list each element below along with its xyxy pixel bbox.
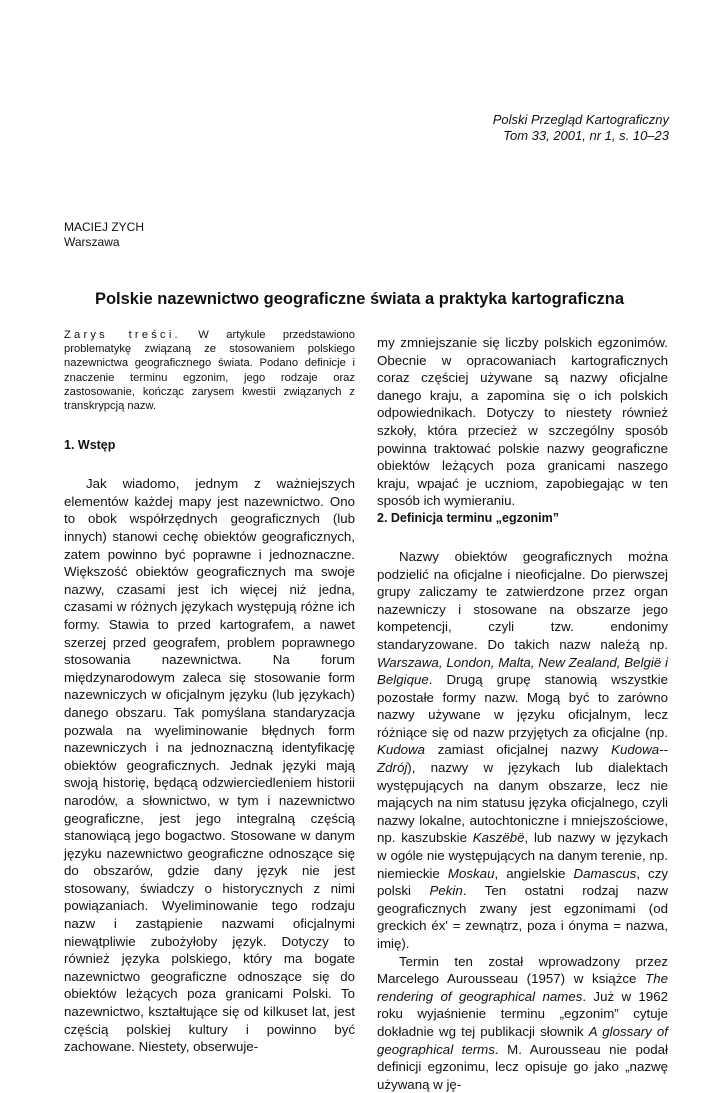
paragraph-definition-1 [377, 548, 668, 953]
journal-header [493, 112, 669, 144]
text-run: , angielskie [494, 865, 574, 881]
paragraph-intro: Jak wiadomo, jednym z ważniejszych elementów każdej mapy jest nazewnictwo. Ono to obok współrzędnych geograficznych (lub innych) stanowi cechę obiektów geograficznych, zatem powinno być poprawne i jednoznaczne. Większość obiektów geograficznych ma swoje nazwy, czasami jest ich więcej niż jedna, czasami w różnych językach występują różne ich formy. Stawia to przed kartografem, a nawet szerzej przed geografem, problem poprawnego stosowania nazewnictwa. Na forum międzynarodowym zaleca się stosowanie form nazewniczych w oficjalnym języku (lub językach) danego obszaru. Tak pomyślana standaryzacja pozwala na wyeliminowanie błędnych form nazewniczych i na jednoznaczną identyfikację obiektów geograficznych. Jednak języki mają swoją historię, będącą odzwierciedleniem historii narodów, a słownictwo, w tym i nazewnictwo geograficzne, jest jego integralną częścią stanowiącą jego bogactwo. Stosowane w danym języku nazewnictwo geograficzne odnoszące się do obszarów, gdzie dany język nie jest stosowany, świadczy o historycznych z nimi powiązaniach. Wyeliminowanie tego rodzaju nazw i zastąpienie nazwami oficjalnymi niewątpliwie zubożyłoby język. Dotyczy to również języka polskiego, który ma bogate nazewnictwo geograficzne odnoszące się do obiektów leżących poza granicami Polski. To nazewnictwo, kształtujące się od kilkuset lat, jest częścią polskiej kultury i powinno być zachowane. Niestety, obserwuje- [64, 476, 355, 1055]
left-column [64, 328, 355, 1056]
author-name: MACIEJ ZYCH [64, 220, 145, 234]
italic-run: Damascus [573, 865, 637, 881]
italic-run: Pekin [429, 883, 463, 899]
journal-name: Polski Przegląd Kartograficzny [492, 112, 669, 127]
paragraph-intro-continued: my zmniejszanie się liczby polskich egzonimów. Obecnie w opracowaniach kartograficznych coraz częściej używane są nazwy oficjalne danego kraju, a zapomina się o ich polskich odpowiednikach. Dotyczy to niestety również szkoły, która przecież w szczególny sposób powinna traktować polskie nazwy geograficzne obiektów leżących poza granicami naszego kraju, wpajać je uczniom, zapobiegając w ten sposób ich wymieraniu. [377, 335, 668, 509]
text-run: . Już w 1962 roku wyjaśnienie terminu „egzonim” cytuje dokładnie wg tej publikacji słownik [377, 988, 668, 1039]
italic-run: Moskau [447, 865, 495, 881]
text-run: . M. Aurousseau nie podał definicji egzonimu, lecz opisuje go jako „nazwę używaną w ję- [377, 1041, 668, 1092]
article-title: Polskie nazewnictwo geograficzne świata a praktyka kartograficzna [94, 290, 625, 308]
italic-run: Kaszëbë [472, 830, 525, 846]
abstract-label: Zarys treści. [64, 329, 181, 341]
text-run: zamiast oficjalnej nazwy [425, 742, 612, 758]
italic-run: Kudowa--Zdrój [377, 742, 668, 776]
text-run: Termin ten został wprowadzony przez Marcelego Aurousseau (1957) w książce [377, 953, 668, 987]
text-run: . Ten ostatni rodzaj nazw geograficznych zwany jest egzonimami (od greckich éx' = zewnątrz, poza i ónyma = nazwa, imię). [377, 883, 668, 951]
journal-volume: Tom 33, 2001, nr 1, s. 10–23 [503, 128, 669, 143]
italic-run: The rendering of geographical names [377, 971, 668, 1004]
author-affiliation: Warszawa [64, 235, 120, 249]
text-run: , czy polski [377, 865, 669, 899]
abstract-text: W artykule przedstawiono problematykę związaną ze stosowaniem polskiego nazewnictwa geograficznego świata. Podano definicje i znaczenie terminu egzonim, jego rodzaje oraz zastosowanie, kończąc zarysem kwestii związanych z transkrypcją nazw. [64, 329, 356, 413]
italic-run: Warszawa, London, Malta, New Zealand, België i Belgique [377, 654, 668, 688]
section-heading-intro: 1. Wstęp [64, 438, 116, 453]
italic-run: A glossary of geographical terms [377, 1023, 668, 1057]
text-run: ), nazwy w językach lub dialektach występujących na danym obszarze, lecz nie mających na nim statusu języka oficjalnego, czyli nazwy lokalne, autochtoniczne i mniejszościowe, np. kaszubskie [377, 760, 668, 846]
text-run: Nazwy obiektów geograficznych można podzielić na oficjalne i nieoficjalne. Do pierwszej grupy zaliczamy te zatwierdzone przez organ nazewniczy i stosowane na obszarze jego kompetencji, czyli tzw. endonimy standaryzowane. Do takich nazw należą np. [377, 548, 668, 652]
section-heading-definition: 2. Definicja terminu „egzonim” [377, 510, 559, 525]
italic-run: Kudowa [377, 742, 426, 758]
abstract [64, 328, 355, 413]
text-run: . Drugą grupę stanowią wszystkie pozostałe formy nazw. Mogą być to zarówno nazwy używane w języku oficjalnym, lecz różniące się od nazw przyjętych za oficjalne (np. [377, 672, 668, 740]
text-run: , lub nazwy w językach w ogóle nie występujących na danym terenie, np. niemieckie [377, 830, 668, 881]
paragraph-definition-2 [377, 953, 668, 1093]
right-column [377, 334, 668, 1093]
